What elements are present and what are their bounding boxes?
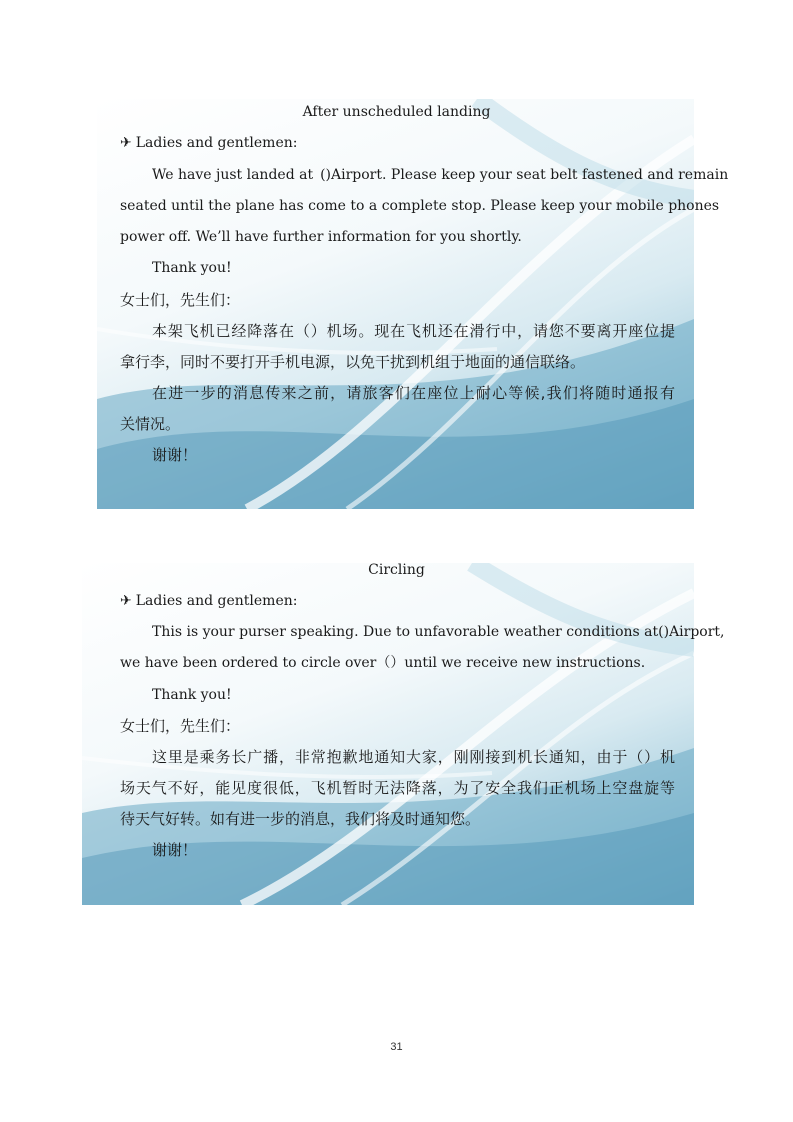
- airplane-icon: ✈: [120, 593, 132, 609]
- thanks-english: Thank you!: [152, 260, 232, 276]
- chinese-paragraph-line: 拿行李，同时不要打开手机电源，以免干扰到机组于地面的通信联络。: [120, 353, 586, 371]
- thanks-chinese: 谢谢！: [152, 446, 198, 464]
- chinese-paragraph-line: 关情况。: [120, 415, 181, 433]
- english-paragraph-line: seated until the plane has come to a complete stop. Please keep your mobile phones: [120, 198, 720, 214]
- chinese-paragraph-line: 场天气不好，能见度很低，飞机暂时无法降落，为了安全我们正机场上空盘旋等: [120, 779, 675, 797]
- chinese-greeting: 女士们，先生们：: [120, 717, 241, 735]
- english-paragraph-line: This is your purser speaking. Due to unfavorable weather conditions at()Airport,: [152, 624, 725, 640]
- section-title: After unscheduled landing: [302, 104, 491, 120]
- chinese-paragraph-line: 本架飞机已经降落在（）机场。现在飞机还在滑行中，请您不要离开座位提: [152, 322, 675, 340]
- chinese-paragraph-line: 待天气好转。如有进一步的消息，我们将及时通知您。: [120, 810, 481, 828]
- chinese-paragraph-line: 在进一步的消息传来之前，请旅客们在座位上耐心等候,我们将随时通报有: [152, 384, 675, 402]
- section-title: Circling: [368, 562, 425, 578]
- english-paragraph-line: We have just landed at ()Airport. Please keep your seat belt fastened and remain: [152, 167, 729, 183]
- thanks-chinese: 谢谢！: [152, 841, 198, 859]
- english-paragraph-line: we have been ordered to circle over（）until we receive new instructions.: [120, 655, 646, 671]
- greeting-line: [120, 591, 297, 611]
- chinese-greeting: 女士们，先生们：: [120, 291, 241, 309]
- airplane-icon: ✈: [120, 135, 132, 151]
- page-number: 31: [390, 1041, 403, 1053]
- greeting-text: Ladies and gentlemen:: [135, 593, 298, 609]
- greeting-line: [120, 133, 297, 153]
- english-paragraph-line: power off. We’ll have further information for you shortly.: [120, 229, 522, 245]
- greeting-text: Ladies and gentlemen:: [135, 135, 298, 151]
- chinese-paragraph-line: 这里是乘务长广播，非常抱歉地通知大家，刚刚接到机长通知，由于（）机: [152, 748, 675, 766]
- thanks-english: Thank you!: [152, 687, 232, 703]
